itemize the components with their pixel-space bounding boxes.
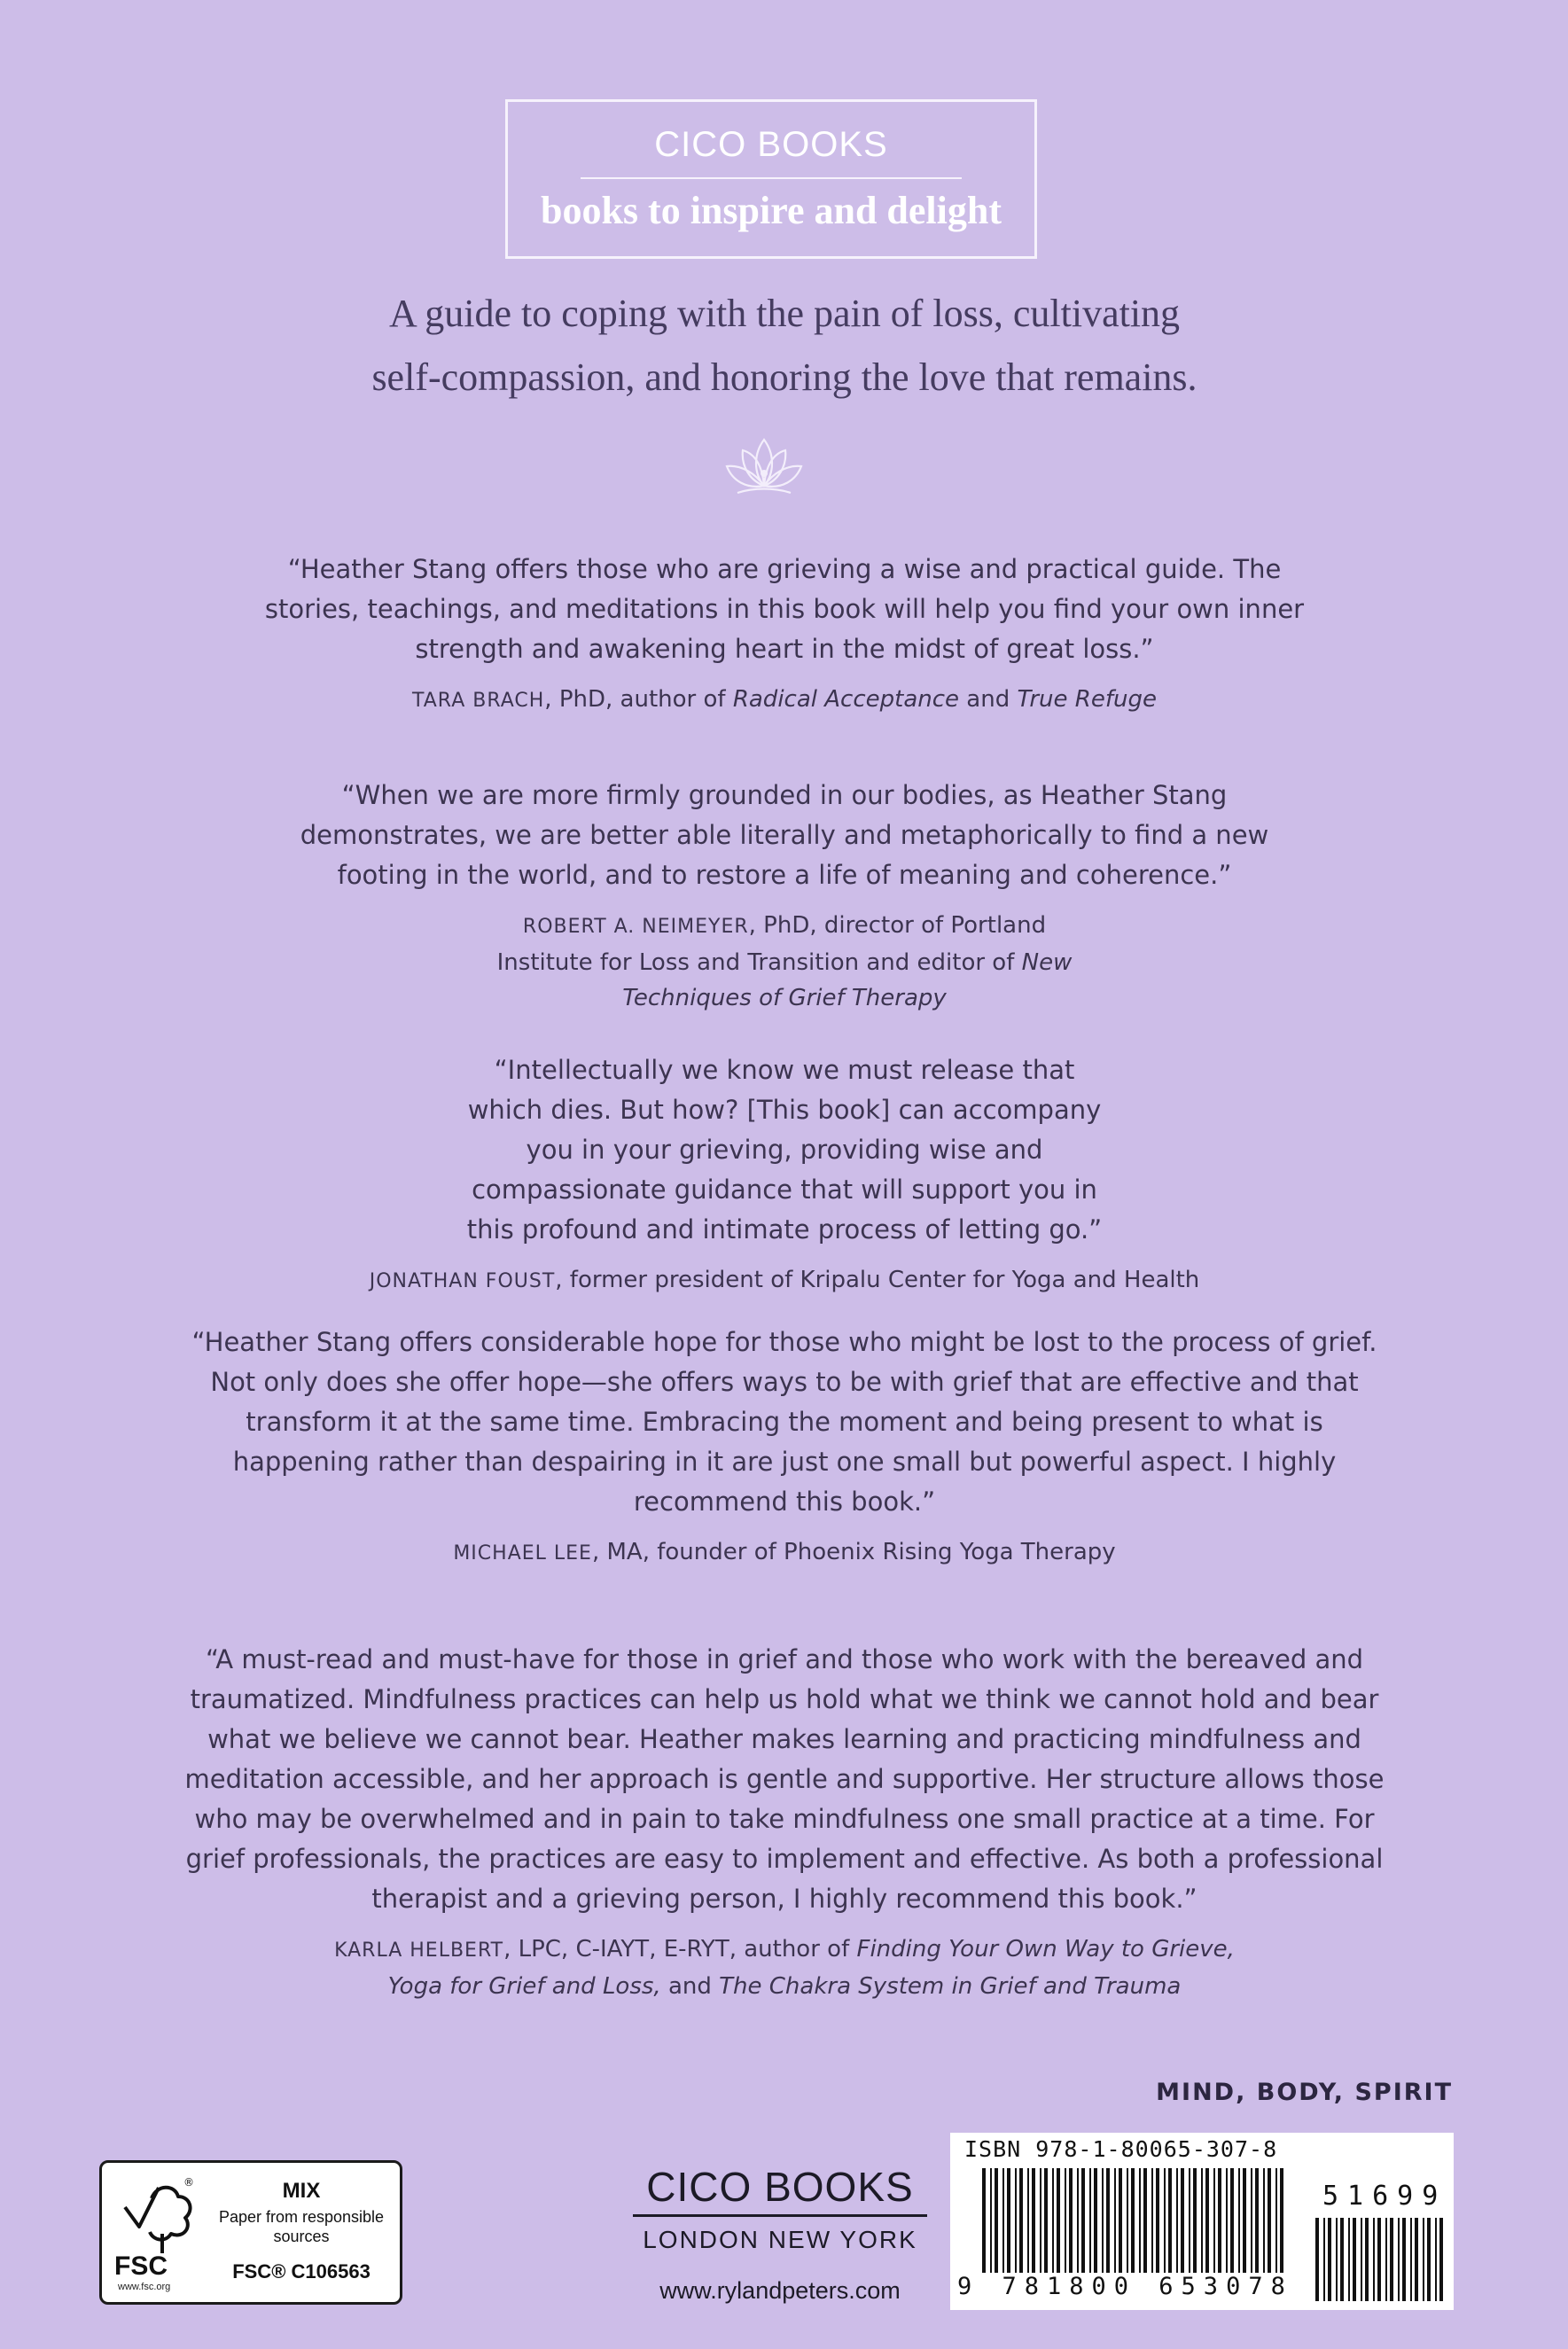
review-quote: “A must-read and must-have for those in grief and those who work with the bereaved and traumatized. Mindfulness practices can help us hold what we think we cannot hold and bear what we believe we cannot bear. Heather makes learning and practicing mindfulness and meditation accessible, and her approach is gentle and supportive. Her structure allows those who may be overwhelmed and in pain to take mindfulness one small practice at a time. For grief professionals, the practices are easy to implement and effective. As both a professional therapist and a grieving person, I highly recommend this book.”	[184, 1644, 1385, 1914]
barcode-bar	[1243, 2168, 1246, 2273]
review-connector: and	[660, 1973, 720, 2000]
barcode-bar	[1044, 2168, 1048, 2273]
barcode-bar	[1081, 2168, 1085, 2273]
barcode-bar	[1398, 2218, 1400, 2301]
barcode-bar	[1106, 2168, 1110, 2273]
review-attribution	[160, 682, 1409, 719]
barcode-bar	[1007, 2168, 1010, 2273]
publisher-website: www.rylandpeters.com	[659, 2277, 901, 2304]
barcode-bar	[1410, 2218, 1412, 2301]
barcode-bar	[1427, 2218, 1431, 2301]
barcode-bar	[995, 2168, 998, 2273]
review-work-title: Radical Acceptance	[732, 686, 960, 713]
review-4	[160, 1323, 1409, 1572]
barcode-bar	[1353, 2218, 1356, 2301]
review-quote: “Intellectually we know we must release that which dies. But how? [This book] can accompany you in your grieving, providing wise and compassionate guidance that will support you in this profound and intimate process of letting go.”	[466, 1055, 1103, 1245]
barcode-bar	[1361, 2218, 1362, 2301]
headline-line-1: A guide to coping with the pain of loss, cultivating	[388, 292, 1181, 335]
headline-line-2: self-compassion, and honoring the love that remains.	[371, 355, 1197, 399]
barcode-bar	[1390, 2218, 1393, 2301]
barcode-bar	[1114, 2168, 1116, 2273]
barcode-bar	[1201, 2168, 1203, 2273]
barcode-bar	[1255, 2168, 1259, 2273]
barcode-bar	[1027, 2168, 1029, 2273]
barcode-bar	[1268, 2168, 1271, 2273]
barcode-bar	[1238, 2168, 1240, 2273]
barcode-bar	[1373, 2218, 1375, 2301]
barcode-bar	[1127, 2168, 1128, 2273]
barcode-bar	[1094, 2168, 1097, 2273]
review-credentials: , PhD, author of	[544, 686, 733, 713]
imprint-divider	[633, 2214, 927, 2217]
barcode-bar	[1069, 2168, 1073, 2273]
review-attribution	[160, 1534, 1409, 1572]
barcode-bar	[1226, 2168, 1228, 2273]
review-author: ROBERT A. NEIMEYER	[522, 916, 749, 938]
review-attribution	[160, 1931, 1409, 2004]
review-author: KARLA HELBERT	[334, 1939, 504, 1962]
review-credentials: , LPC, C-IAYT, E-RYT, author of	[503, 1936, 857, 1963]
barcode-bar	[1102, 2168, 1104, 2273]
barcode-bar	[1089, 2168, 1091, 2273]
imprint-brand: CICO BOOKS	[646, 2164, 914, 2210]
isbn-barcode	[950, 2133, 1454, 2310]
barcode-digits: 9 781800 653078	[957, 2273, 1293, 2300]
book-category: MIND, BODY, SPIRIT	[1156, 2079, 1453, 2106]
review-3	[160, 1050, 1409, 1299]
barcode-bar	[1032, 2168, 1035, 2273]
publisher-divider	[581, 177, 962, 179]
review-quote: “Heather Stang offers considerable hope for those who might be lost to the process of grief. Not only does she offer hope—she offers ways to be with grief that are effective and that transform it at the same time. Embracing the moment and being present to what is happening rather than despairing in it are just one small but powerful aspect. I highly recommend this book.”	[191, 1327, 1377, 1517]
barcode-bar	[982, 2168, 986, 2273]
barcode-bar	[1057, 2168, 1060, 2273]
review-credentials: , former president of Kripalu Center for Yoga and Health	[555, 1267, 1200, 1293]
barcode-bar	[1385, 2218, 1387, 2301]
barcode-bar	[1230, 2168, 1234, 2273]
review-work-title: The Chakra System in Grief and Trauma	[719, 1973, 1182, 2000]
review-work-title: True Refuge	[1017, 686, 1157, 713]
barcode-bar	[1065, 2168, 1066, 2273]
review-quote: “When we are more firmly grounded in our bodies, as Heather Stang demonstrates, we are better able literally and metaphorically to find a new footing in the world, and to restore a life of meaning and coherence.”	[300, 780, 1269, 890]
barcode-bar	[1164, 2168, 1166, 2273]
barcode-bar	[990, 2168, 992, 2273]
barcode-bar	[1015, 2168, 1017, 2273]
svg-text:®: ®	[183, 2176, 194, 2189]
barcode-bar	[1181, 2168, 1184, 2273]
barcode-bar	[1280, 2168, 1283, 2273]
barcode-bar	[1263, 2168, 1265, 2273]
fsc-certification-logo	[99, 2160, 402, 2305]
barcode-bar	[1176, 2168, 1178, 2273]
fsc-mark: FSC	[114, 2251, 168, 2281]
barcode-bar	[1323, 2218, 1325, 2301]
barcode-bar	[1119, 2168, 1122, 2273]
price-code: 51699	[1322, 2181, 1447, 2212]
review-author: JONATHAN FOUST	[369, 1270, 556, 1292]
barcode-bar	[1218, 2168, 1221, 2273]
review-work-title: Yoga for Grief and Loss,	[387, 1973, 661, 2000]
review-work-title: New Techniques of Grief Therapy	[622, 949, 1073, 1011]
barcode-bar	[1336, 2218, 1338, 2301]
barcode-bar	[1213, 2168, 1215, 2273]
barcode-bar	[1077, 2168, 1079, 2273]
publisher-imprint	[620, 2163, 940, 2305]
review-author: TARA BRACH	[412, 690, 545, 712]
imprint-cities: LONDON NEW YORK	[643, 2226, 917, 2253]
publisher-logo-box	[505, 99, 1037, 259]
review-credentials: , PhD, director of Portland Institute for Loss and Transition and editor of	[496, 912, 1047, 976]
barcode-bar	[1365, 2218, 1369, 2301]
barcode-bar	[1168, 2168, 1172, 2273]
publisher-name: CICO BOOKS	[654, 125, 888, 164]
barcode-bar	[1402, 2218, 1406, 2301]
barcode-bar	[1019, 2168, 1023, 2273]
fsc-mix-label: MIX	[282, 2179, 321, 2203]
barcode-bar	[1251, 2168, 1252, 2273]
review-connector: and	[959, 686, 1018, 713]
barcode-bar	[1052, 2168, 1054, 2273]
barcode-bar	[1435, 2218, 1437, 2301]
barcode-bar	[1275, 2168, 1277, 2273]
fsc-paper-text: Paper from responsible sources	[218, 2208, 385, 2245]
isbn-text: ISBN 978-1-80065-307-8	[964, 2136, 1278, 2162]
barcode-bar	[1340, 2218, 1344, 2301]
review-attribution	[160, 1262, 1409, 1299]
barcode-bar	[1040, 2168, 1041, 2273]
review-attribution	[160, 908, 1409, 1016]
barcode-bar	[1423, 2218, 1424, 2301]
barcode-bar	[1189, 2168, 1190, 2273]
barcode-bar	[1193, 2168, 1197, 2273]
barcode-bar	[1415, 2218, 1418, 2301]
review-author: MICHAEL LEE	[453, 1542, 592, 1565]
fsc-license-code: FSC® C106563	[232, 2260, 371, 2283]
barcode-bar	[1377, 2218, 1381, 2301]
review-5	[160, 1640, 1409, 2004]
barcode-bar	[1143, 2168, 1147, 2273]
review-credentials: , MA, founder of Phoenix Rising Yoga Therapy	[591, 1539, 1116, 1565]
lotus-flower-icon	[720, 424, 808, 503]
barcode-bar	[1205, 2168, 1209, 2273]
barcode-bar	[1348, 2218, 1350, 2301]
cover-headline	[177, 282, 1392, 410]
review-2	[160, 776, 1409, 1016]
review-work-title: Finding Your Own Way to Grieve,	[856, 1936, 1235, 1963]
barcode-bar	[1439, 2218, 1443, 2301]
barcode-bar	[1315, 2218, 1319, 2301]
barcode-bar	[1151, 2168, 1153, 2273]
review-quote: “Heather Stang offers those who are grieving a wise and practical guide. The stories, teachings, and meditations in this book will help you find your own inner strength and awakening heart in the midst of great loss.”	[264, 554, 1305, 664]
barcode-bar	[1139, 2168, 1141, 2273]
barcode-bar	[1002, 2168, 1004, 2273]
fsc-url: www.fsc.org	[118, 2282, 171, 2292]
barcode-bar	[1328, 2218, 1331, 2301]
barcode-bar	[1131, 2168, 1135, 2273]
review-1	[160, 550, 1409, 719]
barcode-bar	[1156, 2168, 1159, 2273]
publisher-tagline: books to inspire and delight	[540, 189, 1002, 232]
